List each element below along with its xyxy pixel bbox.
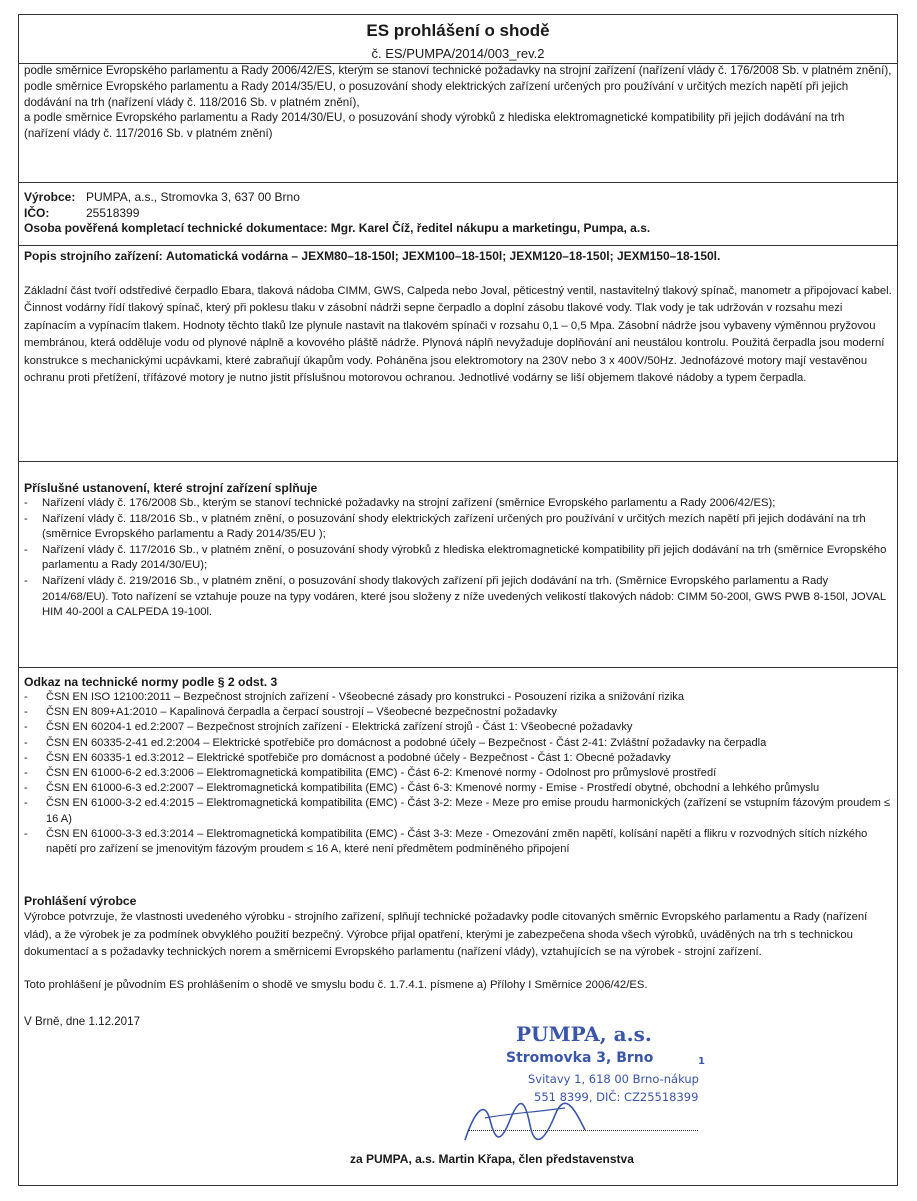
intro-paragraph: a podle směrnice Evropského parlamentu a Rady 2014/30/EU, o posuzování shody výrobků z hlediska elektromagnetické kompatibility při jejich dodávání na trh (nařízení vlády č. 117/2016 Sb. v platném znění) [24, 111, 845, 141]
declaration-heading: Prohlášení výrobce [24, 894, 137, 908]
intro-paragraph: podle směrnice Evropského parlamentu a Rady 2014/35/EU, o posuzování shody elektrických zařízení určených pro používání v určitých mezích napětí při jejich dodávání na trh (nařízení vlády č. 118/2016 Sb. v platném znění), [24, 79, 849, 109]
norm-item: - ČSN EN 60204-1 ed.2:2007 – Bezpečnost strojních zařízení - Elektrická zařízení strojů - Část 1: Všeobecné požadavky [24, 720, 892, 735]
norm-item: - ČSN EN ISO 12100:2011 – Bezpečnost strojních zařízení - Všeobecné zásady pro konstrukci - Posouzení rizika a snižování rizika [24, 690, 892, 705]
norm-item: - ČSN EN 61000-6-3 ed.2:2007 – Elektromagnetická kompatibilita (EMC) - Část 6-3: Kmenové normy - Emise - Prostředí obytné, obchodní a lehkého průmyslu [24, 781, 892, 796]
ico-label: IČO: [24, 205, 50, 220]
stamp-tax-id: 551 8399, DIČ: CZ25518399 [534, 1090, 699, 1104]
stamp-number: 1 [698, 1056, 705, 1067]
intro-paragraph: podle směrnice Evropského parlamentu a Rady 2006/42/ES, kterým se stanoví technické požadavky na strojní zařízení (nařízení vlády č. 176/2008 Sb. v platném znění), [24, 64, 892, 77]
norm-item: - ČSN EN 60335-2-41 ed.2:2004 – Elektrické spotřebiče pro domácnost a podobné účely – Bezpečnost - Část 2-41: Zvláštní požadavky na čerpadla [24, 736, 892, 751]
signature [455, 1090, 595, 1150]
responsible-person-label: Osoba pověřená kompletací technické dokumentace: [24, 221, 328, 235]
stamp-branch: Svitavy 1, 618 00 Brno-nákup [528, 1072, 699, 1086]
manufacturer-value: PUMPA, a.s., Stromovka 3, 637 00 Brno [86, 190, 300, 204]
provision-item: - Nařízení vlády č. 117/2016 Sb., v platném znění, o posuzování shody výrobků z hlediska elektromagnetické kompatibility při jejich dodávání na trh (směrnice Evropského parlamentu a Rady 2014/30/EU); [24, 543, 892, 574]
provision-item: - Nařízení vlády č. 219/2016 Sb., v platném znění, o posuzování shody tlakových zařízení při jejich dodávání na trh. (Směrnice Evropského parlamentu a Rady 2014/68/EU). Toto nařízení se vztahuje pouze na typy vodáren, které jsou složeny z níže uvedených velikostí tlakových nádob: CIMM 50-200l, GWS PWB 8-150l, JOVAL HIM 40-200l a CALPEDA 19-100l. [24, 574, 892, 621]
machine-description: Základní část tvoří odstředivé čerpadlo Ebara, tlaková nádoba CIMM, GWS, Calpeda nebo Joval, pěticestný ventil, nastavitelný tlakový spínač, manometr a připojovací kabel. Činnost vodárny řídí tlakový spínač, který při poklesu tlaku v zásobní nádrži sepne čerpadlo a doplní zásobu tlakové vody. Tlak vody je tak udržován v rozsahu mezi zapínacím a vypínacím tlakem. Hodnoty těchto tlaků lze plynule nastavit na tlakovém spínači v rozsahu 0,1 – 0,5 Mpa. Zásobní nádrže jsou vybaveny výměnnou pryžovou membránou, která odděluje vodu od plynové náplně a kovového pláště nádrže. Plynová náplň nevyžaduje doplňování ani neustálou kontrolu. Použitá čerpadla jsou moderní konstrukce s mechanickými ucpávkami, které zabraňují úkapům vody. Poháněna jsou elektromotory na 230V nebo 3 x 400V/50Hz. Jednofázové motory mají vestavěnou ochranu proti přetížení, třífázové motory je nutno jistit příslušnou motorovou ochranou. Jednotlivé vodárny se liší objemem tlakové nádoby a typem čerpadla. [24, 284, 892, 385]
responsible-person-value: Mgr. Karel Číž, ředitel nákupu a marketingu, Pumpa, a.s. [330, 221, 651, 235]
manufacturer-label: Výrobce: [24, 190, 76, 204]
provision-item: - Nařízení vlády č. 118/2016 Sb., v platném znění, o posuzování shody elektrických zařízení určených pro používání v určitých mezích napětí při jejich dodávání na trh (směrnice Evropského parlamentu a Rady 2014/35/EU ); [24, 512, 892, 543]
document-header [19, 15, 897, 64]
provisions-heading: Příslušné ustanovení, které strojní zařízení splňuje [24, 481, 318, 495]
machine-value: Automatická vodárna – JEXM80–18-150l; JEXM100–18-150l; JEXM120–18-150l; JEXM150–18-150l. [166, 249, 721, 263]
original-declaration-note: Toto prohlášení je původním ES prohlášením o shodě ve smyslu bodu č. 1.7.4.1. písmene a) Přílohy I Směrnice 2006/42/ES. [24, 978, 648, 991]
manufacturer-section [19, 190, 897, 246]
norm-item: - ČSN EN 61000-3-3 ed.3:2014 – Elektromagnetická kompatibilita (EMC) - Část 3-3: Meze - Omezování změn napětí, kolísání napětí a flikru v rozvodných sítích nízkého napětí pro zařízení se jmenovitým fázovým proudem ≤ 16 A, které není předmětem podmíněného připojení [24, 827, 892, 857]
norms-section [19, 674, 897, 874]
document-title: ES prohlášení o shodě [366, 21, 550, 40]
norm-item: - ČSN EN 61000-3-2 ed.4:2015 – Elektromagnetická kompatibilita (EMC) - Část 3-2: Meze - Meze pro emise proudu harmonických (zařízení se vstupním fázovým proudem ≤ 16 A) [24, 796, 892, 826]
stamp-address: Stromovka 3, Brno [506, 1050, 654, 1066]
machine-label: Popis strojního zařízení: [24, 249, 163, 263]
stamp-company-name: PUMPA, a.s. [516, 1022, 652, 1046]
machine-section [19, 247, 897, 462]
norms-heading: Odkaz na technické normy podle § 2 odst. 3 [24, 675, 278, 689]
signer-line: za PUMPA, a.s. Martin Křapa, člen představenstva [350, 1152, 634, 1166]
provisions-section [19, 480, 897, 668]
document-number: č. ES/PUMPA/2014/003_rev.2 [371, 46, 545, 61]
norm-item: - ČSN EN 61000-6-2 ed.3:2006 – Elektromagnetická kompatibilita (EMC) - Část 6-2: Kmenové normy - Odolnost pro průmyslové prostředí [24, 766, 892, 781]
declaration-section [19, 893, 897, 1033]
signature-line [468, 1130, 698, 1131]
place-and-date: V Brně, dne 1.12.2017 [24, 1014, 141, 1028]
norm-item: - ČSN EN 809+A1:2010 – Kapalinová čerpadla a čerpací soustrojí – Všeobecné bezpečnostní požadavky [24, 705, 892, 720]
provision-item: - Nařízení vlády č. 176/2008 Sb., kterým se stanoví technické požadavky na strojní zařízení (směrnice Evropského parlamentu a Rady 2006/42/ES); [24, 496, 892, 512]
intro-section [19, 63, 897, 183]
ico-value: 25518399 [86, 205, 140, 220]
declaration-text: Výrobce potvrzuje, že vlastnosti uvedeného výrobku - strojního zařízení, splňují technické požadavky podle citovaných směrnic Evropského parlamentu a Rady (nařízení vlád), a že výrobek je za podmínek obvyklého použití bezpečný. Výrobce přijal opatření, kterými je zabezpečena shoda všech výrobků, uváděných na trh s technickou dokumentací a s požadavky technických norem a směrnicemi Evropského parlamentu (nařízení vlády), vztahujících se na výrobek - strojní zařízení. [24, 911, 868, 959]
norm-item: - ČSN EN 60335-1 ed.3:2012 – Elektrické spotřebiče pro domácnost a podobné účely - Bezpečnost - Část 1: Obecné požadavky [24, 751, 892, 766]
document-page [18, 14, 898, 1186]
